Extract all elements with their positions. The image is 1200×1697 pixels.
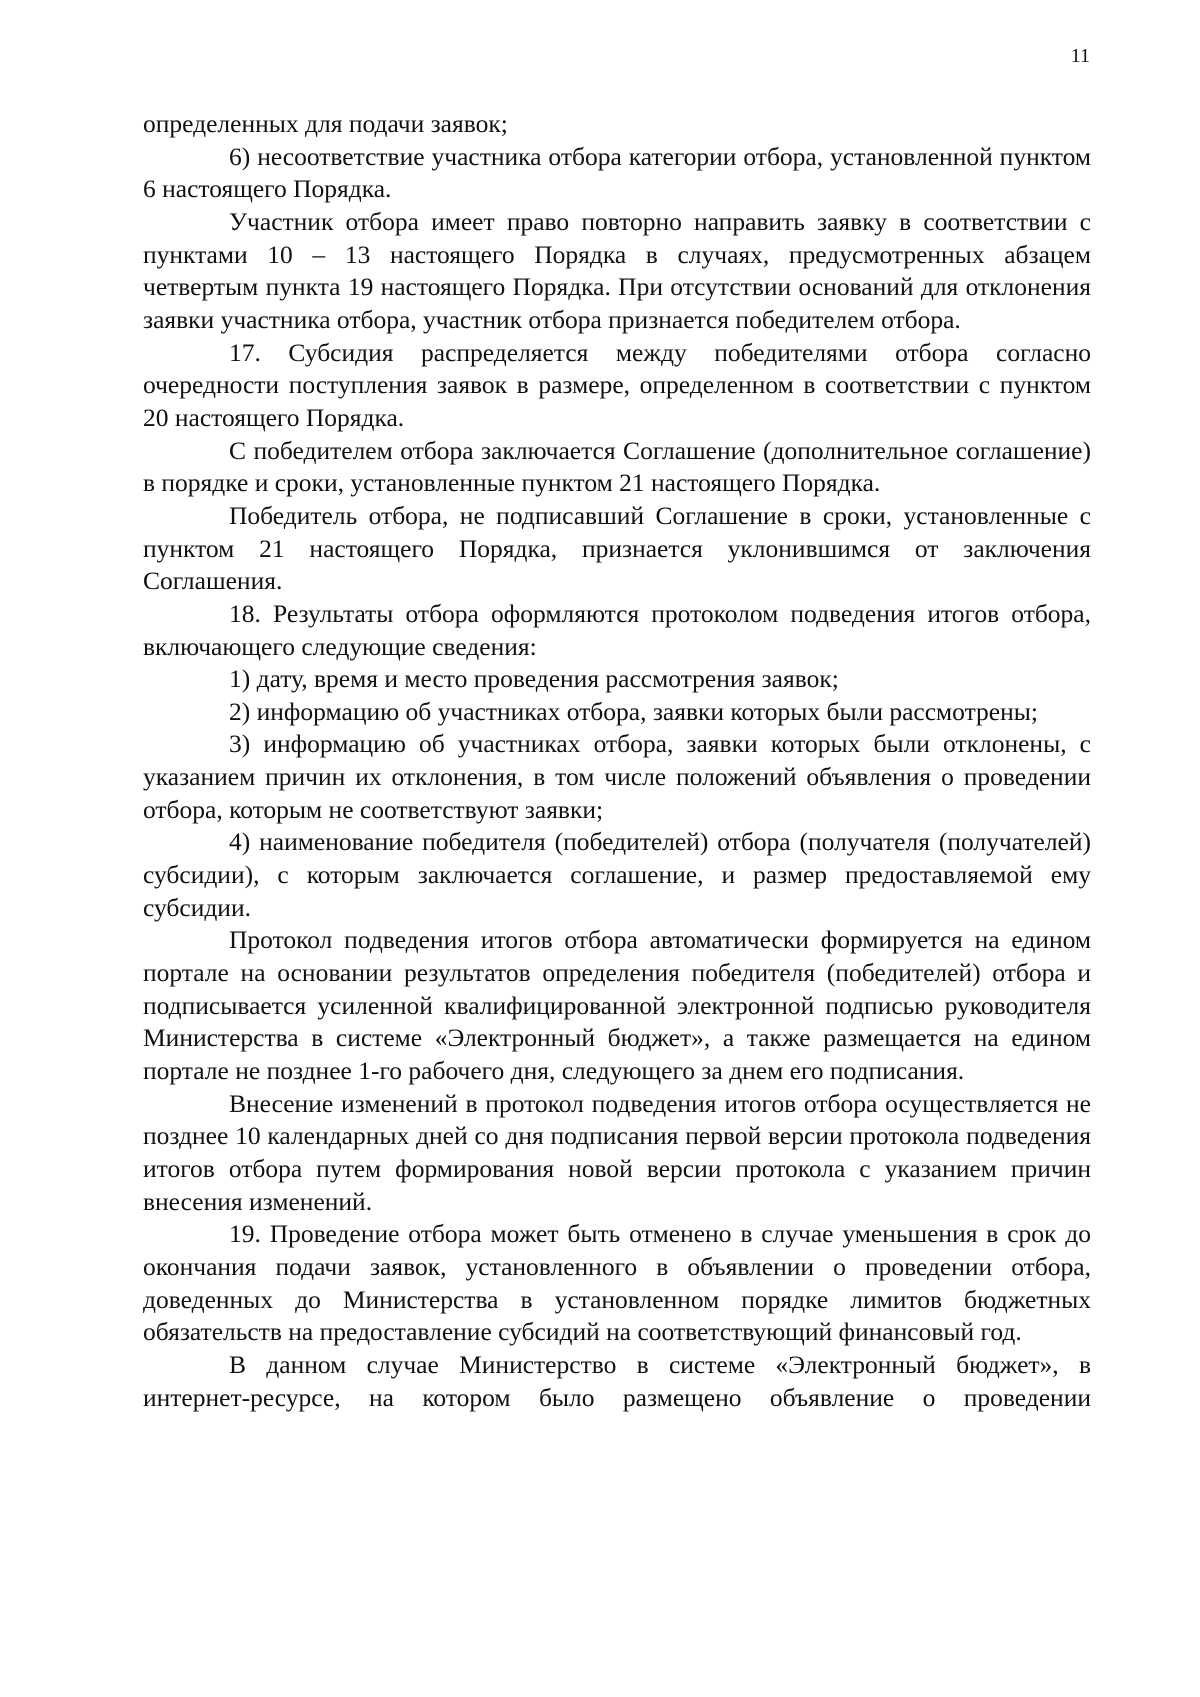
paragraph-point-19: 19. Проведение отбора может быть отменено в случае уменьшения в срок до окончания подачи заявок, установленного в объявлении о проведении отбора, доведенных до Министерства в установленном порядке лимитов бюджетных обязательств на предоставление субсидий на соответствующий финансовый год. [143,1219,1091,1347]
paragraph-list-item-1: 1) дату, время и место проведения рассмотрения заявок; [229,664,839,694]
paragraph-cancellation-notice: В данном случае Министерство в системе «Электронный бюджет», в интернет-ресурсе, на котором было размещено объявление о проведении [143,1349,1091,1412]
paragraph-list-item-3: 3) информацию об участниках отбора, заявки которых были отклонены, с указанием причин их отклонения, в том числе положений объявления о проведении отбора, которым не соответствуют заявки; [143,729,1091,824]
paragraph-continuation: определенных для подачи заявок; [143,109,508,138]
paragraph-resubmission: Участник отбора имеет право повторно направить заявку в соответствии с пунктами 10 – 13 настоящего Порядка в случаях, предусмотренных абзацем четвертым пункта 19 настоящего Порядка. При отсутствии оснований для отклонения заявки участника отбора, участник отбора признается победителем отбора. [143,206,1091,334]
paragraph-list-item-2: 2) информацию об участниках отбора, заявки которых были рассмотрены; [229,696,1038,726]
paragraph-protocol-changes: Внесение изменений в протокол подведения итогов отбора осуществляется не позднее 10 календарных дней со дня подписания первой версии протокола подведения итогов отбора путем формирования новой версии протокола с указанием причин внесения изменений. [143,1088,1091,1216]
paragraph-point-17: 17. Субсидия распределяется между победителями отбора согласно очередности поступления заявок в размере, определенном в соответствии с пунктом 20 настоящего Порядка. [143,337,1091,432]
page-number: 11 [1070,45,1090,67]
paragraph-agreement: С победителем отбора заключается Соглашение (дополнительное соглашение) в порядке и сроки, установленные пунктом 21 настоящего Порядка. [143,435,1091,498]
paragraph-point-18: 18. Результаты отбора оформляются протоколом подведения итогов отбора, включающего следующие сведения: [143,598,1091,661]
paragraph-protocol: Протокол подведения итогов отбора автоматически формируется на едином портале на основании результатов определения победителя (победителей) отбора и подписывается усиленной квалифицированной электронной подписью руководителя Министерства в системе «Электронный бюджет», а также размещается на едином портале не позднее 1-го рабочего дня, следующего за днем его подписания. [143,925,1091,1086]
document-body [143,108,1091,1414]
paragraph-winner-refusal: Победитель отбора, не подписавший Соглашение в сроки, установленные с пунктом 21 настоящего Порядка, признается уклонившимся от заключения Соглашения. [143,500,1091,596]
paragraph-item-6: 6) несоответствие участника отбора категории отбора, установленной пунктом 6 настоящего Порядка. [143,141,1091,204]
paragraph-list-item-4: 4) наименование победителя (победителей) отбора (получателя (получателей) субсидии), с которым заключается соглашение, и размер предоставляемой ему субсидии. [143,827,1091,922]
